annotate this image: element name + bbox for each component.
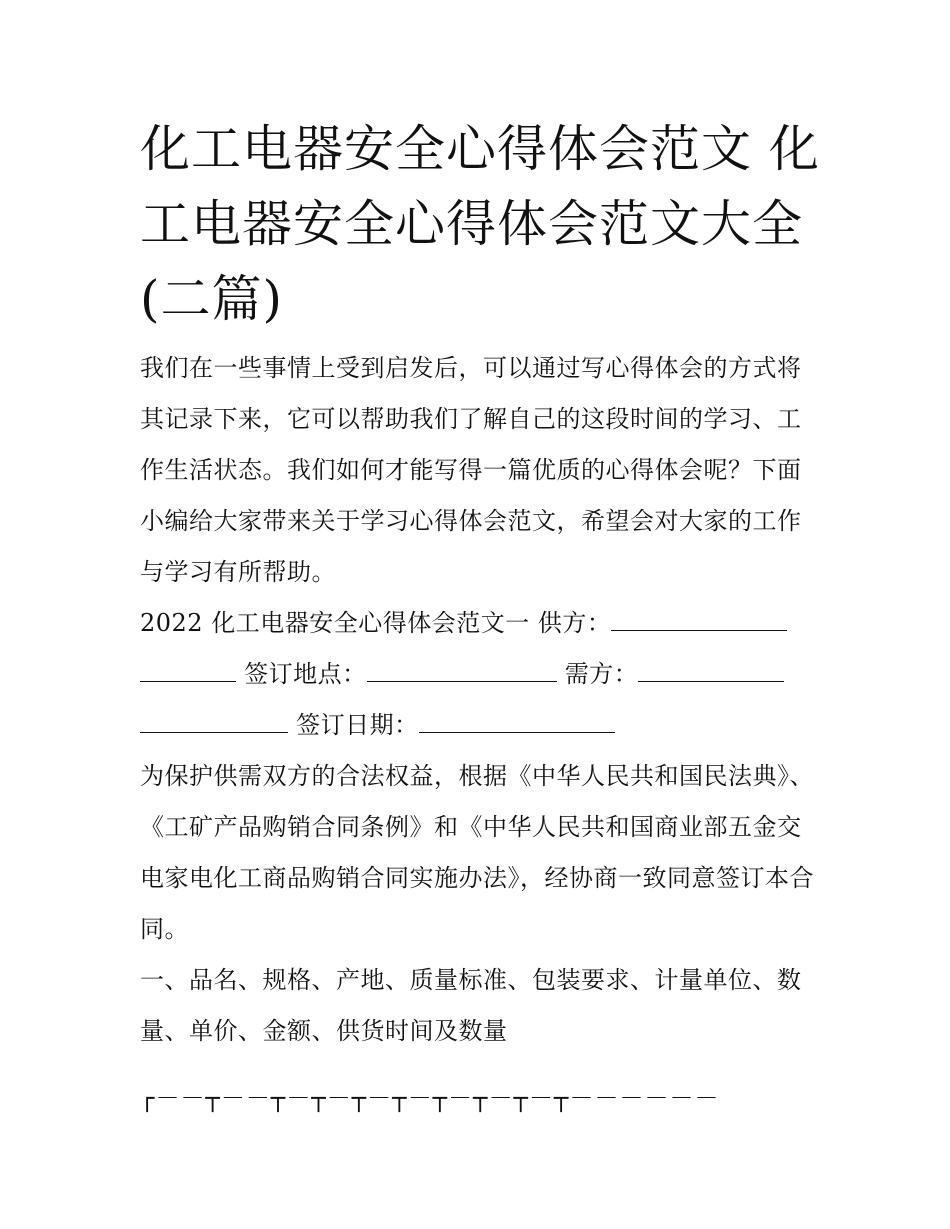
buyer-blank [638,659,784,682]
buyer-blank-cont [140,710,288,733]
sign-place-blank [367,659,557,682]
supplier-blank [611,608,787,631]
contract-heading: 2022 化工电器安全心得体会范文一 供方： [140,609,612,637]
contract-header [140,598,820,751]
table-top-border: ┌－－┬－－┬－┬－┬－┬－┬－┬－┬－┬－－－－－－ [140,1084,720,1112]
sign-date-blank [419,710,615,733]
document-page [140,112,820,1113]
sign-place-label: 签订地点： [244,660,367,688]
buyer-label: 需方： [564,660,639,688]
preamble-paragraph: 为保护供需双方的合法权益，根据《中华人民共和国民法典》、《工矿产品购销合同条例》和《中华人民共和国商业部五金交电家电化工商品购销合同实施办法》，经协商一致同意签订本合同。 [140,762,814,943]
sign-date-label: 签订日期： [296,711,419,739]
document-title: 化工电器安全心得体会范文 化工电器安全心得体会范文大全(二篇) [140,120,820,328]
supplier-blank-cont [140,659,236,682]
intro-paragraph: 我们在一些事情上受到启发后，可以通过写心得体会的方式将其记录下来，它可以帮助我们了解自己的这段时间的学习、工作生活状态。我们如何才能写得一篇优质的心得体会呢？下面小编给大家带来关于学习心得体会范文，希望会对大家的工作与学习有所帮助。 [140,354,802,586]
clause-1: 一、品名、规格、产地、质量标准、包装要求、计量单位、数量、单价、金额、供货时间及数量 [140,966,802,1045]
